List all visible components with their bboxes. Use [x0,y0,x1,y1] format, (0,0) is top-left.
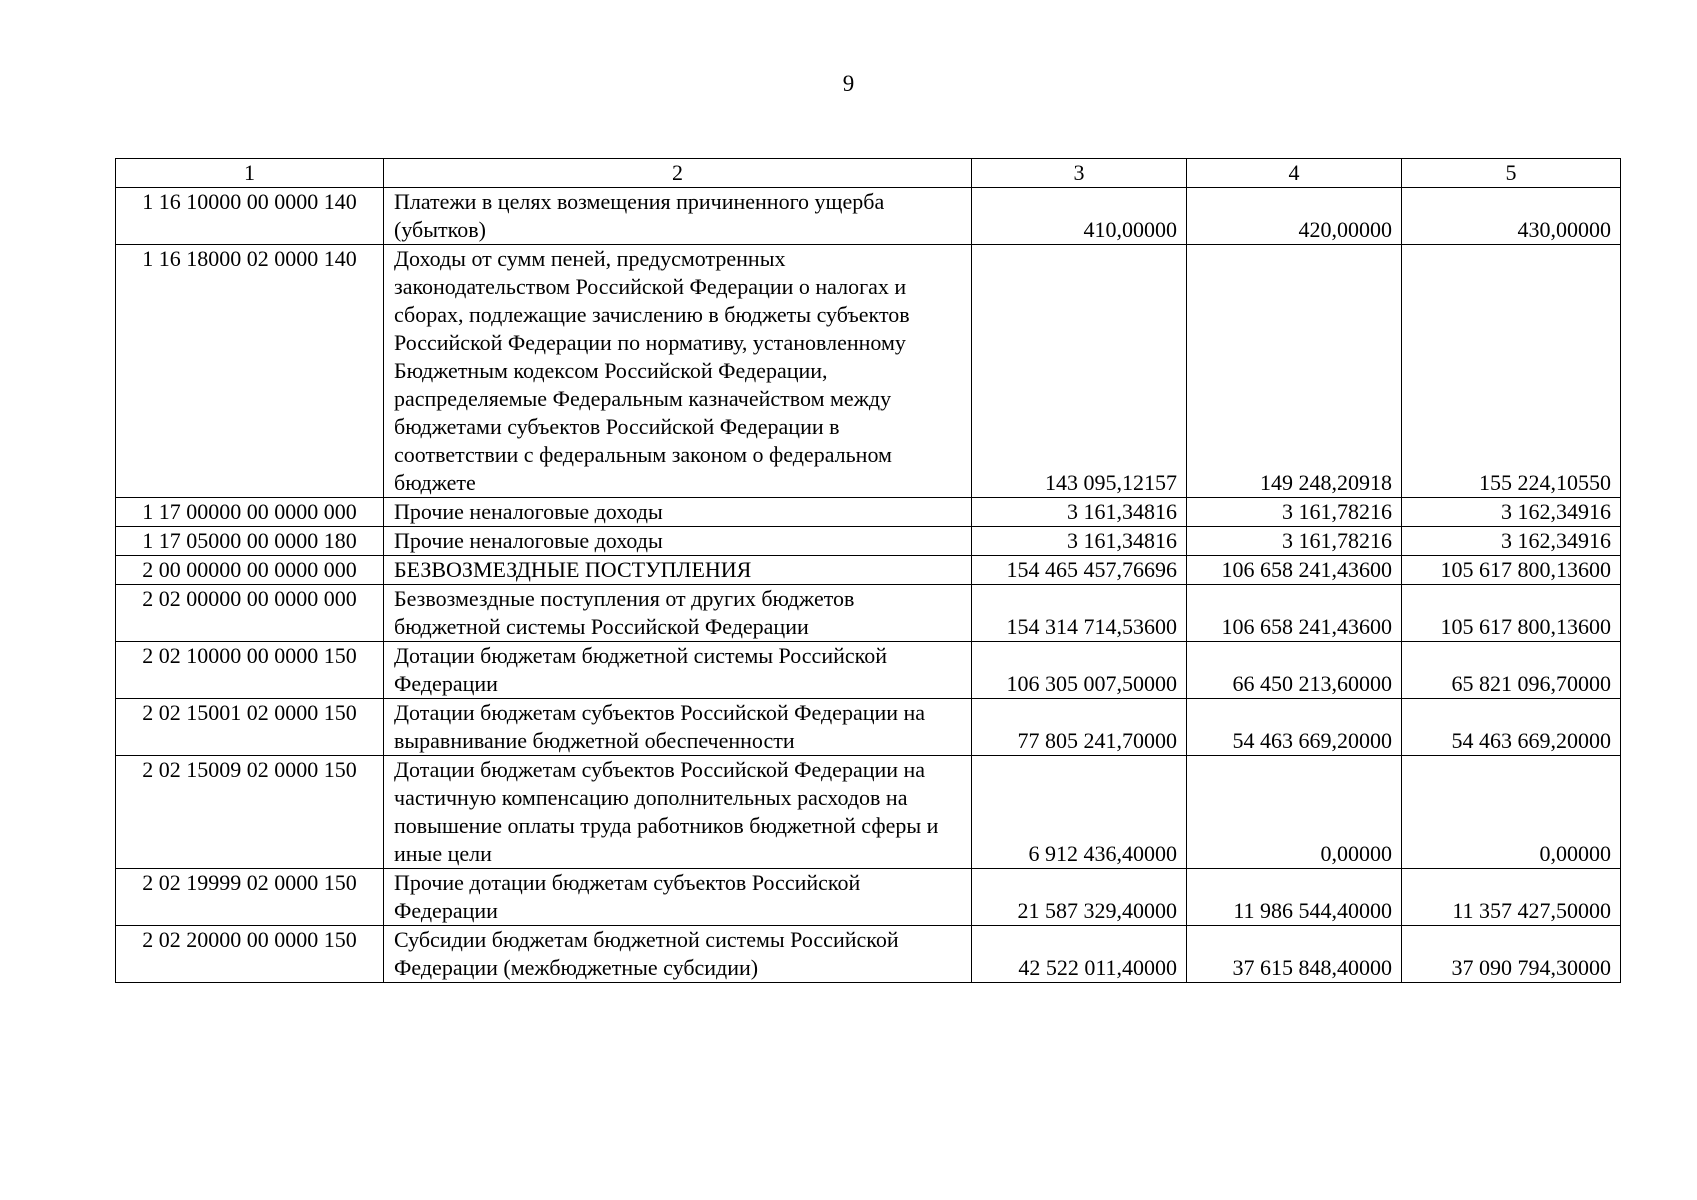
revenue-name-cell: Платежи в целях возмещения причиненного ущерба (убытков) [384,188,972,245]
amount-cell-col4: 3 161,78216 [1187,527,1402,556]
table-row [116,869,1621,926]
amount-cell-col4: 149 248,20918 [1187,245,1402,498]
budget-code-cell: 2 02 00000 00 0000 000 [116,585,384,642]
table-row [116,556,1621,585]
table-row [116,699,1621,756]
amount-cell-col3: 42 522 011,40000 [972,926,1187,983]
budget-code-cell: 1 17 00000 00 0000 000 [116,498,384,527]
table-row [116,498,1621,527]
budget-code-cell: 1 16 10000 00 0000 140 [116,188,384,245]
budget-code-cell: 2 02 19999 02 0000 150 [116,869,384,926]
amount-cell-col3: 77 805 241,70000 [972,699,1187,756]
amount-cell-col3: 106 305 007,50000 [972,642,1187,699]
amount-cell-col3: 154 465 457,76696 [972,556,1187,585]
amount-cell-col5: 430,00000 [1402,188,1621,245]
table-row [116,188,1621,245]
revenue-name-cell: Дотации бюджетам субъектов Российской Федерации на частичную компенсацию дополнительных расходов на повышение оплаты труда работников бюджетной сферы и иные цели [384,756,972,869]
amount-cell-col5: 65 821 096,70000 [1402,642,1621,699]
amount-cell-col4: 37 615 848,40000 [1187,926,1402,983]
amount-cell-col4: 420,00000 [1187,188,1402,245]
amount-cell-col3: 6 912 436,40000 [972,756,1187,869]
budget-code-cell: 2 02 10000 00 0000 150 [116,642,384,699]
page-number: 9 [842,71,855,96]
amount-cell-col3: 3 161,34816 [972,498,1187,527]
amount-cell-col3: 21 587 329,40000 [972,869,1187,926]
amount-cell-col5: 37 090 794,30000 [1402,926,1621,983]
column-header-3: 3 [972,159,1187,188]
amount-cell-col3: 143 095,12157 [972,245,1187,498]
budget-code-cell: 2 00 00000 00 0000 000 [116,556,384,585]
revenue-name-cell: Прочие неналоговые доходы [384,498,972,527]
amount-cell-col5: 54 463 669,20000 [1402,699,1621,756]
amount-cell-col5: 155 224,10550 [1402,245,1621,498]
revenue-name-cell: БЕЗВОЗМЕЗДНЫЕ ПОСТУПЛЕНИЯ [384,556,972,585]
revenue-name-cell: Субсидии бюджетам бюджетной системы Российской Федерации (межбюджетные субсидии) [384,926,972,983]
revenue-name-cell: Доходы от сумм пеней, предусмотренных законодательством Российской Федерации о налогах и сборах, подлежащие зачислению в бюджеты субъектов Российской Федерации по нормативу, установленному Бюджетным кодексом Российской Федерации, распределяемые Федеральным казначейством между бюджетами субъектов Российской Федерации в соответствии с федеральным законом о федеральном бюджете [384,245,972,498]
budget-code-cell: 2 02 20000 00 0000 150 [116,926,384,983]
revenue-name-cell: Прочие неналоговые доходы [384,527,972,556]
table-row [116,245,1621,498]
budget-code-cell: 2 02 15001 02 0000 150 [116,699,384,756]
revenue-name-cell: Безвозмездные поступления от других бюджетов бюджетной системы Российской Федерации [384,585,972,642]
amount-cell-col4: 106 658 241,43600 [1187,585,1402,642]
amount-cell-col3: 3 161,34816 [972,527,1187,556]
amount-cell-col5: 105 617 800,13600 [1402,556,1621,585]
budget-code-cell: 2 02 15009 02 0000 150 [116,756,384,869]
amount-cell-col4: 106 658 241,43600 [1187,556,1402,585]
amount-cell-col5: 11 357 427,50000 [1402,869,1621,926]
column-header-4: 4 [1187,159,1402,188]
amount-cell-col3: 154 314 714,53600 [972,585,1187,642]
table-row [116,527,1621,556]
column-header-2: 2 [384,159,972,188]
amount-cell-col5: 0,00000 [1402,756,1621,869]
table-row [116,585,1621,642]
amount-cell-col4: 66 450 213,60000 [1187,642,1402,699]
budget-code-cell: 1 17 05000 00 0000 180 [116,527,384,556]
amount-cell-col3: 410,00000 [972,188,1187,245]
amount-cell-col4: 0,00000 [1187,756,1402,869]
column-header-1: 1 [116,159,384,188]
amount-cell-col5: 3 162,34916 [1402,498,1621,527]
table-row [116,926,1621,983]
column-header-5: 5 [1402,159,1621,188]
table-row [116,756,1621,869]
revenue-name-cell: Дотации бюджетам субъектов Российской Федерации на выравнивание бюджетной обеспеченности [384,699,972,756]
amount-cell-col5: 3 162,34916 [1402,527,1621,556]
budget-revenue-table [115,158,1621,983]
amount-cell-col4: 11 986 544,40000 [1187,869,1402,926]
revenue-name-cell: Дотации бюджетам бюджетной системы Российской Федерации [384,642,972,699]
amount-cell-col4: 3 161,78216 [1187,498,1402,527]
amount-cell-col5: 105 617 800,13600 [1402,585,1621,642]
budget-code-cell: 1 16 18000 02 0000 140 [116,245,384,498]
revenue-name-cell: Прочие дотации бюджетам субъектов Российской Федерации [384,869,972,926]
amount-cell-col4: 54 463 669,20000 [1187,699,1402,756]
table-header-row [116,159,1621,188]
table-row [116,642,1621,699]
